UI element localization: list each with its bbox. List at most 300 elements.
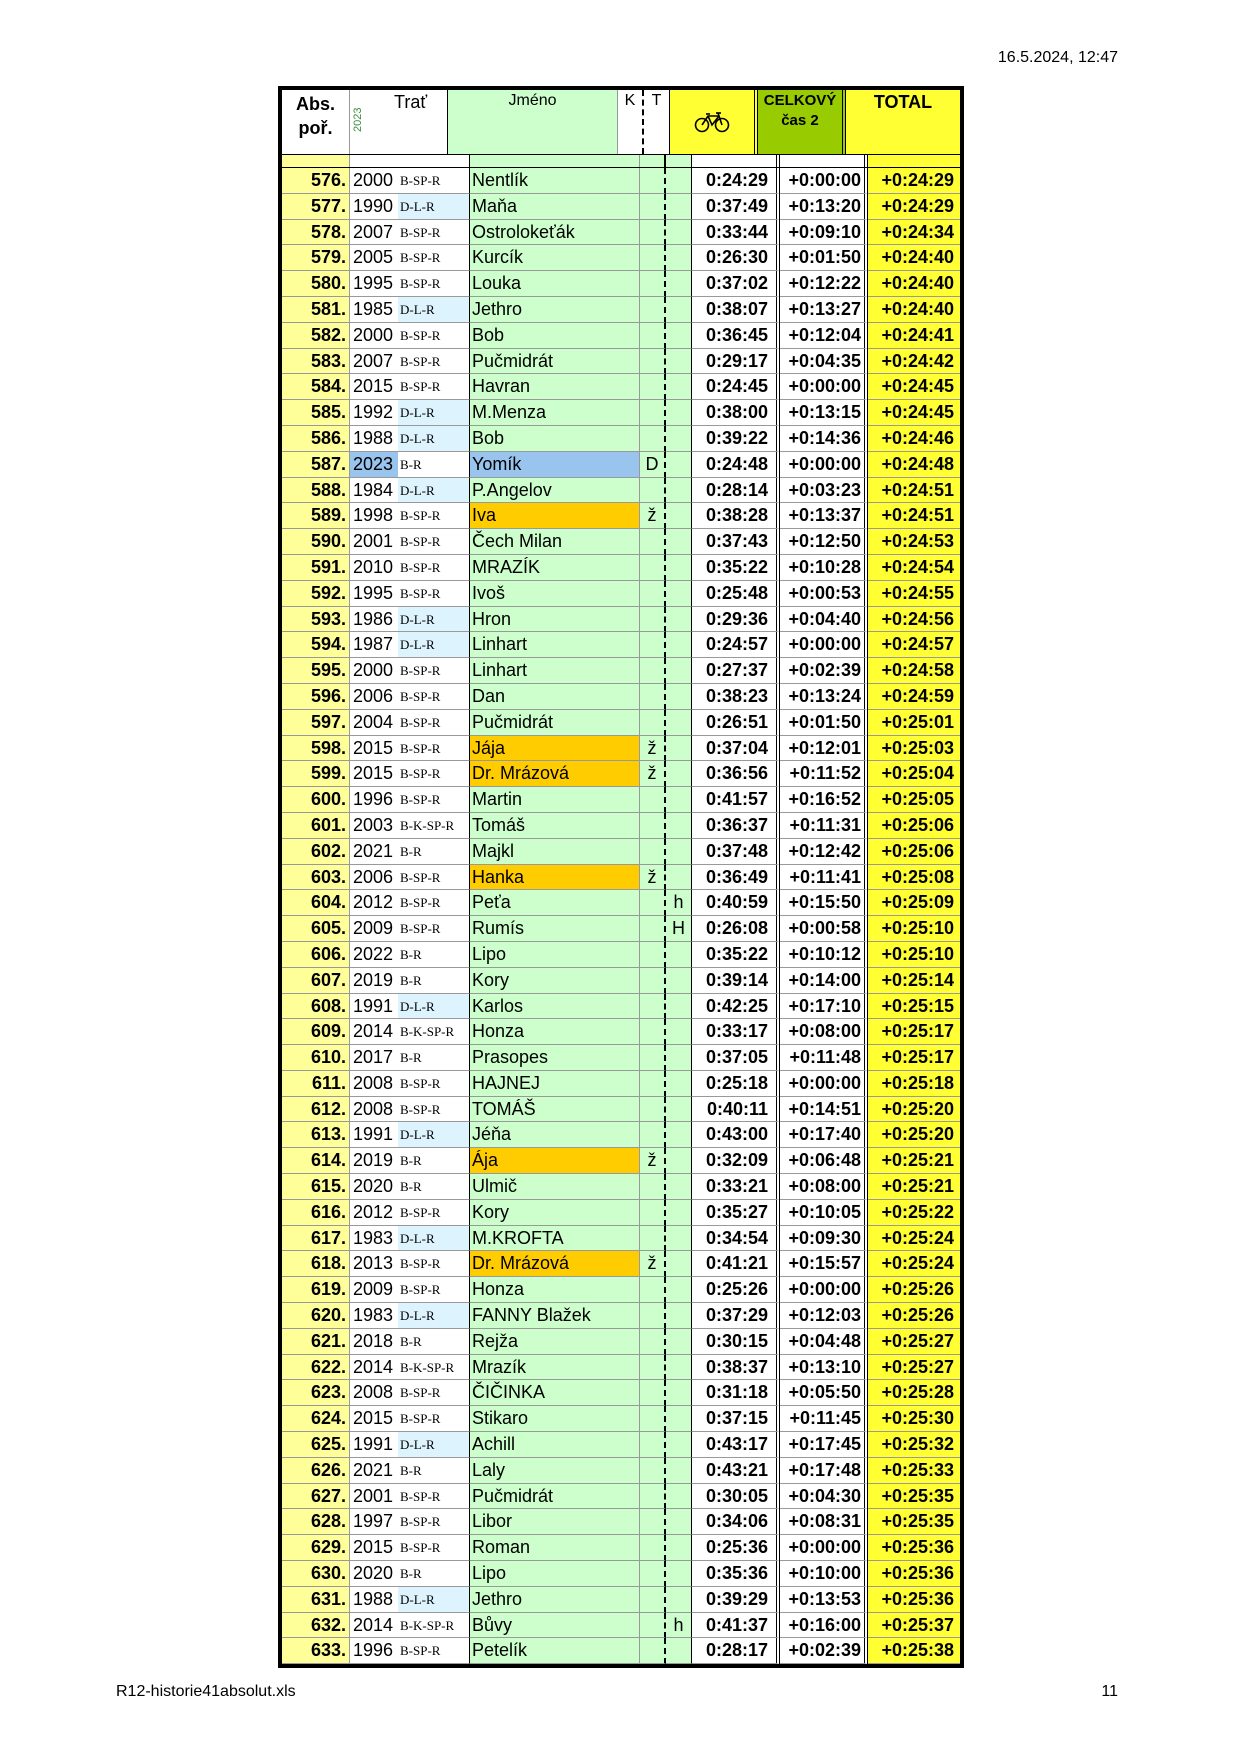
celkovy-cell: +0:12:03 — [780, 1303, 868, 1329]
name-cell: Martin — [470, 787, 640, 813]
total-cell: +0:25:24 — [868, 1251, 960, 1277]
time-cell: 0:37:43 — [692, 529, 780, 555]
time-cell: 0:43:17 — [692, 1432, 780, 1458]
t-cell — [666, 1638, 692, 1664]
k-cell: ž — [640, 736, 666, 762]
trat-cell: D-L-R — [398, 607, 470, 633]
name-cell: Mrazík — [470, 1355, 640, 1381]
t-cell — [666, 710, 692, 736]
table-row — [282, 916, 960, 942]
trat-cell: B-SP-R — [398, 245, 470, 271]
table-row — [282, 168, 960, 194]
t-cell — [666, 478, 692, 504]
trat-cell: B-SP-R — [398, 736, 470, 762]
rank-cell: 623. — [282, 1380, 350, 1406]
year-cell: 2009 — [350, 1277, 398, 1303]
rank-cell: 603. — [282, 865, 350, 891]
year-cell: 2020 — [350, 1174, 398, 1200]
total-cell: +0:24:45 — [868, 374, 960, 400]
trat-cell: B-R — [398, 1174, 470, 1200]
trat-cell: B-SP-R — [398, 323, 470, 349]
rank-cell: 582. — [282, 323, 350, 349]
k-cell — [640, 1226, 666, 1252]
year-cell: 1985 — [350, 297, 398, 323]
table-row — [282, 1587, 960, 1613]
celkovy-cell: +0:13:24 — [780, 684, 868, 710]
t-cell — [666, 1329, 692, 1355]
year-cell: 2000 — [350, 658, 398, 684]
table-row — [282, 323, 960, 349]
table-row — [282, 1613, 960, 1639]
time-cell: 0:30:15 — [692, 1329, 780, 1355]
time-cell: 0:43:21 — [692, 1458, 780, 1484]
table-row — [282, 1535, 960, 1561]
table-row — [282, 994, 960, 1020]
time-cell: 0:31:18 — [692, 1380, 780, 1406]
k-cell — [640, 400, 666, 426]
t-cell — [666, 1380, 692, 1406]
celkovy-cell: +0:08:00 — [780, 1019, 868, 1045]
table-row — [282, 787, 960, 813]
rank-cell: 583. — [282, 349, 350, 375]
total-cell: +0:25:17 — [868, 1019, 960, 1045]
year-cell: 2000 — [350, 168, 398, 194]
rank-cell: 586. — [282, 426, 350, 452]
k-cell — [640, 710, 666, 736]
trat-cell: B-R — [398, 1148, 470, 1174]
results-table — [278, 86, 964, 1668]
rank-cell: 627. — [282, 1484, 350, 1510]
name-cell: M.Menza — [470, 400, 640, 426]
time-cell: 0:40:59 — [692, 890, 780, 916]
name-cell: Pučmidrát — [470, 349, 640, 375]
rank-cell: 617. — [282, 1226, 350, 1252]
k-cell — [640, 1097, 666, 1123]
rank-cell: 632. — [282, 1613, 350, 1639]
name-cell: Čech Milan — [470, 529, 640, 555]
time-cell: 0:25:36 — [692, 1535, 780, 1561]
name-cell: ČIČINKA — [470, 1380, 640, 1406]
table-row — [282, 968, 960, 994]
k-cell — [640, 1380, 666, 1406]
name-cell: Honza — [470, 1019, 640, 1045]
celkovy-cell: +0:04:35 — [780, 349, 868, 375]
table-row — [282, 1277, 960, 1303]
footer-file-name: R12-historie41absolut.xls — [116, 1683, 296, 1700]
celkovy-cell: +0:17:48 — [780, 1458, 868, 1484]
name-cell: Rejža — [470, 1329, 640, 1355]
t-cell — [666, 1509, 692, 1535]
header-t: T — [644, 90, 670, 154]
table-row — [282, 1045, 960, 1071]
k-cell — [640, 787, 666, 813]
name-cell: Peťa — [470, 890, 640, 916]
t-cell — [666, 1019, 692, 1045]
name-cell: Ostrolokeťák — [470, 220, 640, 246]
year-cell: 1991 — [350, 1122, 398, 1148]
trat-cell: B-K-SP-R — [398, 1019, 470, 1045]
name-cell: Bůvy — [470, 1613, 640, 1639]
header-spacer — [282, 155, 960, 168]
celkovy-cell: +0:02:39 — [780, 1638, 868, 1664]
table-row — [282, 865, 960, 891]
t-cell — [666, 297, 692, 323]
header-total: TOTAL — [846, 90, 960, 154]
time-cell: 0:36:49 — [692, 865, 780, 891]
time-cell: 0:37:29 — [692, 1303, 780, 1329]
table-row — [282, 761, 960, 787]
rank-cell: 620. — [282, 1303, 350, 1329]
total-cell: +0:25:37 — [868, 1613, 960, 1639]
time-cell: 0:29:17 — [692, 349, 780, 375]
table-row — [282, 710, 960, 736]
name-cell: Ivoš — [470, 581, 640, 607]
table-row — [282, 658, 960, 684]
year-cell: 1990 — [350, 194, 398, 220]
rank-cell: 581. — [282, 297, 350, 323]
time-cell: 0:24:29 — [692, 168, 780, 194]
header-abs-line1: Abs. — [295, 94, 335, 114]
time-cell: 0:33:17 — [692, 1019, 780, 1045]
table-row — [282, 1174, 960, 1200]
time-cell: 0:35:22 — [692, 555, 780, 581]
table-row — [282, 1226, 960, 1252]
time-cell: 0:36:56 — [692, 761, 780, 787]
t-cell — [666, 1148, 692, 1174]
rank-cell: 592. — [282, 581, 350, 607]
celkovy-cell: +0:00:00 — [780, 1277, 868, 1303]
celkovy-cell: +0:02:39 — [780, 658, 868, 684]
time-cell: 0:25:18 — [692, 1071, 780, 1097]
rank-cell: 596. — [282, 684, 350, 710]
table-row — [282, 684, 960, 710]
trat-cell: B-SP-R — [398, 1277, 470, 1303]
celkovy-cell: +0:17:40 — [780, 1122, 868, 1148]
trat-cell: B-R — [398, 1458, 470, 1484]
table-row — [282, 1329, 960, 1355]
trat-cell: B-SP-R — [398, 1406, 470, 1432]
rank-cell: 579. — [282, 245, 350, 271]
time-cell: 0:38:00 — [692, 400, 780, 426]
celkovy-cell: +0:01:50 — [780, 710, 868, 736]
year-cell: 2006 — [350, 865, 398, 891]
table-row — [282, 1251, 960, 1277]
name-cell: Ulmič — [470, 1174, 640, 1200]
trat-cell: B-K-SP-R — [398, 813, 470, 839]
year-cell: 2012 — [350, 890, 398, 916]
time-cell: 0:28:17 — [692, 1638, 780, 1664]
bicycle-icon — [694, 111, 730, 133]
k-cell — [640, 271, 666, 297]
table-row — [282, 1071, 960, 1097]
celkovy-cell: +0:06:48 — [780, 1148, 868, 1174]
table-row — [282, 1097, 960, 1123]
trat-cell: B-SP-R — [398, 1251, 470, 1277]
rank-cell: 584. — [282, 374, 350, 400]
total-cell: +0:25:30 — [868, 1406, 960, 1432]
time-cell: 0:37:02 — [692, 271, 780, 297]
rank-cell: 628. — [282, 1509, 350, 1535]
table-row — [282, 452, 960, 478]
rank-cell: 615. — [282, 1174, 350, 1200]
t-cell — [666, 736, 692, 762]
name-cell: Bob — [470, 323, 640, 349]
total-cell: +0:25:08 — [868, 865, 960, 891]
year-cell: 2001 — [350, 1484, 398, 1510]
celkovy-cell: +0:00:00 — [780, 1535, 868, 1561]
year-cell: 1988 — [350, 426, 398, 452]
trat-cell: D-L-R — [398, 1587, 470, 1613]
rank-cell: 629. — [282, 1535, 350, 1561]
total-cell: +0:24:34 — [868, 220, 960, 246]
k-cell: ž — [640, 761, 666, 787]
t-cell — [666, 1071, 692, 1097]
rank-cell: 594. — [282, 632, 350, 658]
total-cell: +0:25:10 — [868, 942, 960, 968]
name-cell: Dr. Mrázová — [470, 1251, 640, 1277]
t-cell: h — [666, 890, 692, 916]
name-cell: Rumís — [470, 916, 640, 942]
rank-cell: 631. — [282, 1587, 350, 1613]
k-cell: D — [640, 452, 666, 478]
trat-cell: B-SP-R — [398, 529, 470, 555]
time-cell: 0:24:57 — [692, 632, 780, 658]
header-celkovy-line1: CELKOVÝ — [763, 92, 837, 109]
table-row — [282, 400, 960, 426]
trat-cell: B-SP-R — [398, 1484, 470, 1510]
t-cell — [666, 581, 692, 607]
name-cell: HAJNEJ — [470, 1071, 640, 1097]
total-cell: +0:24:57 — [868, 632, 960, 658]
t-cell — [666, 813, 692, 839]
celkovy-cell: +0:11:45 — [780, 1406, 868, 1432]
year-cell: 1996 — [350, 787, 398, 813]
table-row — [282, 478, 960, 504]
year-cell: 1995 — [350, 581, 398, 607]
trat-cell: B-SP-R — [398, 684, 470, 710]
time-cell: 0:28:14 — [692, 478, 780, 504]
name-cell: Dan — [470, 684, 640, 710]
k-cell: ž — [640, 865, 666, 891]
year-cell: 2001 — [350, 529, 398, 555]
rank-cell: 622. — [282, 1355, 350, 1381]
k-cell — [640, 1484, 666, 1510]
k-cell — [640, 1587, 666, 1613]
total-cell: +0:25:18 — [868, 1071, 960, 1097]
celkovy-cell: +0:00:00 — [780, 374, 868, 400]
header-trat — [372, 90, 448, 154]
t-cell — [666, 1122, 692, 1148]
name-cell: Yomík — [470, 452, 640, 478]
k-cell — [640, 323, 666, 349]
header-trat-label: Trať — [394, 92, 428, 112]
name-cell: Jethro — [470, 1587, 640, 1613]
table-row — [282, 297, 960, 323]
name-cell: Prasopes — [470, 1045, 640, 1071]
k-cell — [640, 684, 666, 710]
year-cell: 2015 — [350, 374, 398, 400]
table-row — [282, 1432, 960, 1458]
name-cell: Kurcík — [470, 245, 640, 271]
trat-cell: B-R — [398, 942, 470, 968]
trat-cell: B-R — [398, 1045, 470, 1071]
year-cell: 2009 — [350, 916, 398, 942]
celkovy-cell: +0:10:28 — [780, 555, 868, 581]
year-cell: 1997 — [350, 1509, 398, 1535]
celkovy-cell: +0:00:00 — [780, 452, 868, 478]
year-cell: 2014 — [350, 1019, 398, 1045]
t-cell — [666, 1355, 692, 1381]
year-cell: 2015 — [350, 1535, 398, 1561]
trat-cell: B-SP-R — [398, 1200, 470, 1226]
trat-cell: D-L-R — [398, 994, 470, 1020]
k-cell — [640, 916, 666, 942]
time-cell: 0:41:21 — [692, 1251, 780, 1277]
total-cell: +0:25:24 — [868, 1226, 960, 1252]
trat-cell: D-L-R — [398, 1432, 470, 1458]
name-cell: Libor — [470, 1509, 640, 1535]
name-cell: Hanka — [470, 865, 640, 891]
trat-cell: D-L-R — [398, 426, 470, 452]
year-cell: 2018 — [350, 1329, 398, 1355]
celkovy-cell: +0:08:31 — [780, 1509, 868, 1535]
name-cell: FANNY Blažek — [470, 1303, 640, 1329]
k-cell — [640, 1277, 666, 1303]
name-cell: Laly — [470, 1458, 640, 1484]
time-cell: 0:24:45 — [692, 374, 780, 400]
time-cell: 0:38:07 — [692, 297, 780, 323]
year-cell: 1983 — [350, 1303, 398, 1329]
table-row — [282, 1122, 960, 1148]
rank-cell: 580. — [282, 271, 350, 297]
header-abs-rank — [282, 90, 350, 154]
celkovy-cell: +0:16:00 — [780, 1613, 868, 1639]
rank-cell: 601. — [282, 813, 350, 839]
name-cell: Kory — [470, 968, 640, 994]
total-cell: +0:25:14 — [868, 968, 960, 994]
trat-cell: B-SP-R — [398, 761, 470, 787]
celkovy-cell: +0:12:50 — [780, 529, 868, 555]
name-cell: Linhart — [470, 632, 640, 658]
total-cell: +0:24:58 — [868, 658, 960, 684]
table-row — [282, 736, 960, 762]
year-cell: 1986 — [350, 607, 398, 633]
k-cell — [640, 1535, 666, 1561]
name-cell: Pučmidrát — [470, 1484, 640, 1510]
table-row — [282, 607, 960, 633]
rank-cell: 593. — [282, 607, 350, 633]
name-cell: Petelík — [470, 1638, 640, 1664]
year-cell: 2008 — [350, 1380, 398, 1406]
year-cell: 1996 — [350, 1638, 398, 1664]
rank-cell: 588. — [282, 478, 350, 504]
year-cell: 2021 — [350, 1458, 398, 1484]
rank-cell: 610. — [282, 1045, 350, 1071]
t-cell — [666, 503, 692, 529]
celkovy-cell: +0:13:20 — [780, 194, 868, 220]
rank-cell: 597. — [282, 710, 350, 736]
trat-cell: B-SP-R — [398, 555, 470, 581]
table-header — [282, 90, 960, 155]
celkovy-cell: +0:12:04 — [780, 323, 868, 349]
time-cell: 0:26:30 — [692, 245, 780, 271]
k-cell — [640, 813, 666, 839]
time-cell: 0:35:22 — [692, 942, 780, 968]
table-row — [282, 1458, 960, 1484]
time-cell: 0:37:49 — [692, 194, 780, 220]
k-cell — [640, 555, 666, 581]
table-row — [282, 581, 960, 607]
k-cell — [640, 168, 666, 194]
total-cell: +0:25:05 — [868, 787, 960, 813]
year-cell: 2000 — [350, 323, 398, 349]
k-cell — [640, 1329, 666, 1355]
time-cell: 0:30:05 — [692, 1484, 780, 1510]
k-cell — [640, 839, 666, 865]
total-cell: +0:25:35 — [868, 1509, 960, 1535]
trat-cell: B-SP-R — [398, 168, 470, 194]
table-row — [282, 632, 960, 658]
total-cell: +0:25:22 — [868, 1200, 960, 1226]
year-cell: 2014 — [350, 1355, 398, 1381]
name-cell: Dr. Mrázová — [470, 761, 640, 787]
year-cell: 2006 — [350, 684, 398, 710]
header-k: K — [618, 90, 644, 154]
time-cell: 0:38:28 — [692, 503, 780, 529]
t-cell — [666, 942, 692, 968]
rank-cell: 630. — [282, 1561, 350, 1587]
rank-cell: 590. — [282, 529, 350, 555]
t-cell — [666, 374, 692, 400]
celkovy-cell: +0:15:57 — [780, 1251, 868, 1277]
t-cell — [666, 1535, 692, 1561]
name-cell: Stikaro — [470, 1406, 640, 1432]
k-cell — [640, 890, 666, 916]
trat-cell: D-L-R — [398, 478, 470, 504]
trat-cell: B-SP-R — [398, 1097, 470, 1123]
table-row — [282, 1484, 960, 1510]
total-cell: +0:25:06 — [868, 839, 960, 865]
total-cell: +0:24:51 — [868, 503, 960, 529]
time-cell: 0:37:05 — [692, 1045, 780, 1071]
rank-cell: 616. — [282, 1200, 350, 1226]
table-row — [282, 942, 960, 968]
total-cell: +0:25:36 — [868, 1535, 960, 1561]
total-cell: +0:25:21 — [868, 1148, 960, 1174]
t-cell: H — [666, 916, 692, 942]
year-cell: 1998 — [350, 503, 398, 529]
name-cell: Jethro — [470, 297, 640, 323]
k-cell — [640, 968, 666, 994]
year-cell: 2023 — [350, 452, 398, 478]
celkovy-cell: +0:14:36 — [780, 426, 868, 452]
table-row — [282, 349, 960, 375]
total-cell: +0:25:32 — [868, 1432, 960, 1458]
rank-cell: 608. — [282, 994, 350, 1020]
k-cell — [640, 529, 666, 555]
trat-cell: B-SP-R — [398, 1638, 470, 1664]
total-cell: +0:25:28 — [868, 1380, 960, 1406]
total-cell: +0:25:20 — [868, 1122, 960, 1148]
rank-cell: 625. — [282, 1432, 350, 1458]
total-cell: +0:25:01 — [868, 710, 960, 736]
table-row — [282, 1638, 960, 1664]
celkovy-cell: +0:12:01 — [780, 736, 868, 762]
trat-cell: D-L-R — [398, 194, 470, 220]
table-row — [282, 1561, 960, 1587]
total-cell: +0:24:40 — [868, 271, 960, 297]
time-cell: 0:25:48 — [692, 581, 780, 607]
